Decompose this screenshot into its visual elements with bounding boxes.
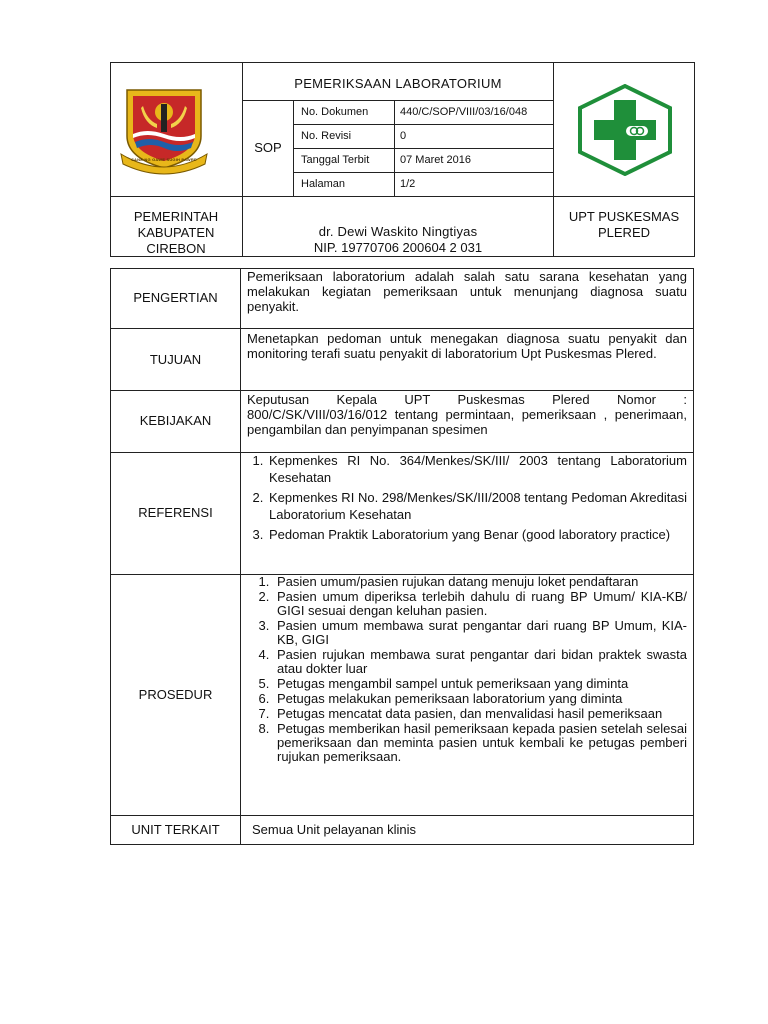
section-label-referensi: REFERENSI [138, 505, 213, 520]
header-col-divider-2 [293, 100, 294, 196]
section-text-unit-terkait: Semua Unit pelayanan klinis [252, 822, 417, 837]
section-label-prosedur: PROSEDUR [138, 687, 213, 702]
meta-divider-3 [293, 172, 554, 173]
referensi-item: 1. Kepmenkes RI No. 364/Menkes/SK/III/ 2003 tentang Laboratorium Kesehatan [267, 452, 687, 486]
content-right-border [693, 268, 694, 845]
content-col-divider [240, 268, 241, 845]
prosedur-item: 4. Pasien rujukan membawa surat pengantar dari bidan praktek swasta atau dokter luar [273, 648, 687, 676]
content-bottom-border [110, 844, 694, 845]
meta-label-halaman: Halaman [301, 178, 346, 190]
title-divider [242, 100, 554, 101]
prosedur-item: 6. Petugas melakukan pemeriksaan laboratorium yang diminta [273, 692, 687, 706]
header-middle-border [110, 196, 695, 197]
section-label-unit-terkait: UNIT TERKAIT [131, 822, 220, 837]
row-divider-5 [110, 815, 694, 816]
referensi-item: 2. Kepmenkes RI No. 298/Menkes/SK/III/2008 tentang Pedoman Akreditasi Laboratorium Kesehatan [267, 489, 687, 523]
signatory-nip: NIP. 19770706 200604 2 031 [313, 240, 483, 255]
referensi-item: 3. Pedoman Praktik Laboratorium yang Benar (good laboratory practice) [267, 526, 687, 543]
meta-value-halaman: 1/2 [400, 178, 416, 190]
emblem-motto: SANE NG GAWE SUGIH PAWRE [131, 157, 197, 162]
section-label-pengertian: PENGERTIAN [133, 290, 218, 305]
prosedur-item: 1. Pasien umum/pasien rujukan datang menuju loket pendaftaran [273, 575, 687, 589]
meta-label-no-revisi: No. Revisi [301, 130, 352, 142]
prosedur-item: 5. Petugas mengambil sampel untuk pemeriksaan yang diminta [273, 677, 687, 691]
section-list-prosedur [247, 575, 687, 765]
page-title: PEMERIKSAAN LABORATORIUM [294, 76, 502, 91]
signatory-name: dr. Dewi Waskito Ningtiyas [318, 224, 478, 239]
header-right-border [694, 62, 695, 257]
meta-label-tanggal-terbit: Tanggal Terbit [301, 154, 370, 166]
header-left-border [110, 62, 111, 257]
meta-value-no-revisi: 0 [400, 130, 407, 142]
meta-value-tanggal-terbit: 07 Maret 2016 [400, 154, 471, 166]
meta-divider-1 [293, 124, 554, 125]
header-col-divider-4 [553, 62, 554, 257]
regency-emblem-logo [117, 84, 211, 176]
meta-value-no-dokumen: 440/C/SOP/VIII/03/16/048 [400, 106, 528, 118]
section-label-kebijakan: KEBIJAKAN [139, 413, 212, 428]
prosedur-item: 8. Petugas memberikan hasil pemeriksaan kepada pasien setelah selesai pemeriksaan dan meminta pasien untuk kembali ke petugas pemberi rujukan pemeriksaan. [273, 722, 687, 764]
prosedur-item: 7. Petugas mencatat data pasien, dan menvalidasi hasil pemeriksaan [273, 707, 687, 721]
puskesmas-logo [574, 84, 676, 176]
section-text-kebijakan: Keputusan Kepala UPT Puskesmas Plered Nomor : 800/C/SK/VIII/03/16/012 tentang permintaan, pemeriksaan , penerimaan, pengambilan dan penyimpanan spesimen [247, 392, 687, 437]
header-col-divider-3 [394, 100, 395, 196]
sop-label: SOP [254, 140, 282, 155]
prosedur-item: 2. Pasien umum diperiksa terlebih dahulu di ruang BP Umum/ KIA-KB/ GIGI sesuai dengan keluhan pasien. [273, 590, 687, 618]
meta-label-no-dokumen: No. Dokumen [301, 106, 369, 118]
section-label-tujuan: TUJUAN [149, 352, 202, 367]
section-text-tujuan: Menetapkan pedoman untuk menegakan diagnosa suatu penyakit dan monitoring terafi suatu penyakit di laboratorium Upt Puskesmas Plered. [247, 331, 687, 361]
section-text-pengertian: Pemeriksaan laboratorium adalah salah satu sarana kesehatan yang melakukan kegiatan pemeriksaan untuk menunjang diagnosa suatu penyakit. [247, 269, 687, 314]
row-divider-2 [110, 390, 694, 391]
meta-divider-2 [293, 148, 554, 149]
prosedur-item: 3. Pasien umum membawa surat pengantar dari ruang BP Umum, KIA-KB, GIGI [273, 619, 687, 647]
row-divider-1 [110, 328, 694, 329]
left-organization: PEMERINTAH KABUPATEN CIREBON [133, 209, 219, 256]
right-organization: UPT PUSKESMAS PLERED [568, 209, 680, 240]
header-top-border [110, 62, 695, 63]
section-list-referensi [247, 452, 687, 546]
